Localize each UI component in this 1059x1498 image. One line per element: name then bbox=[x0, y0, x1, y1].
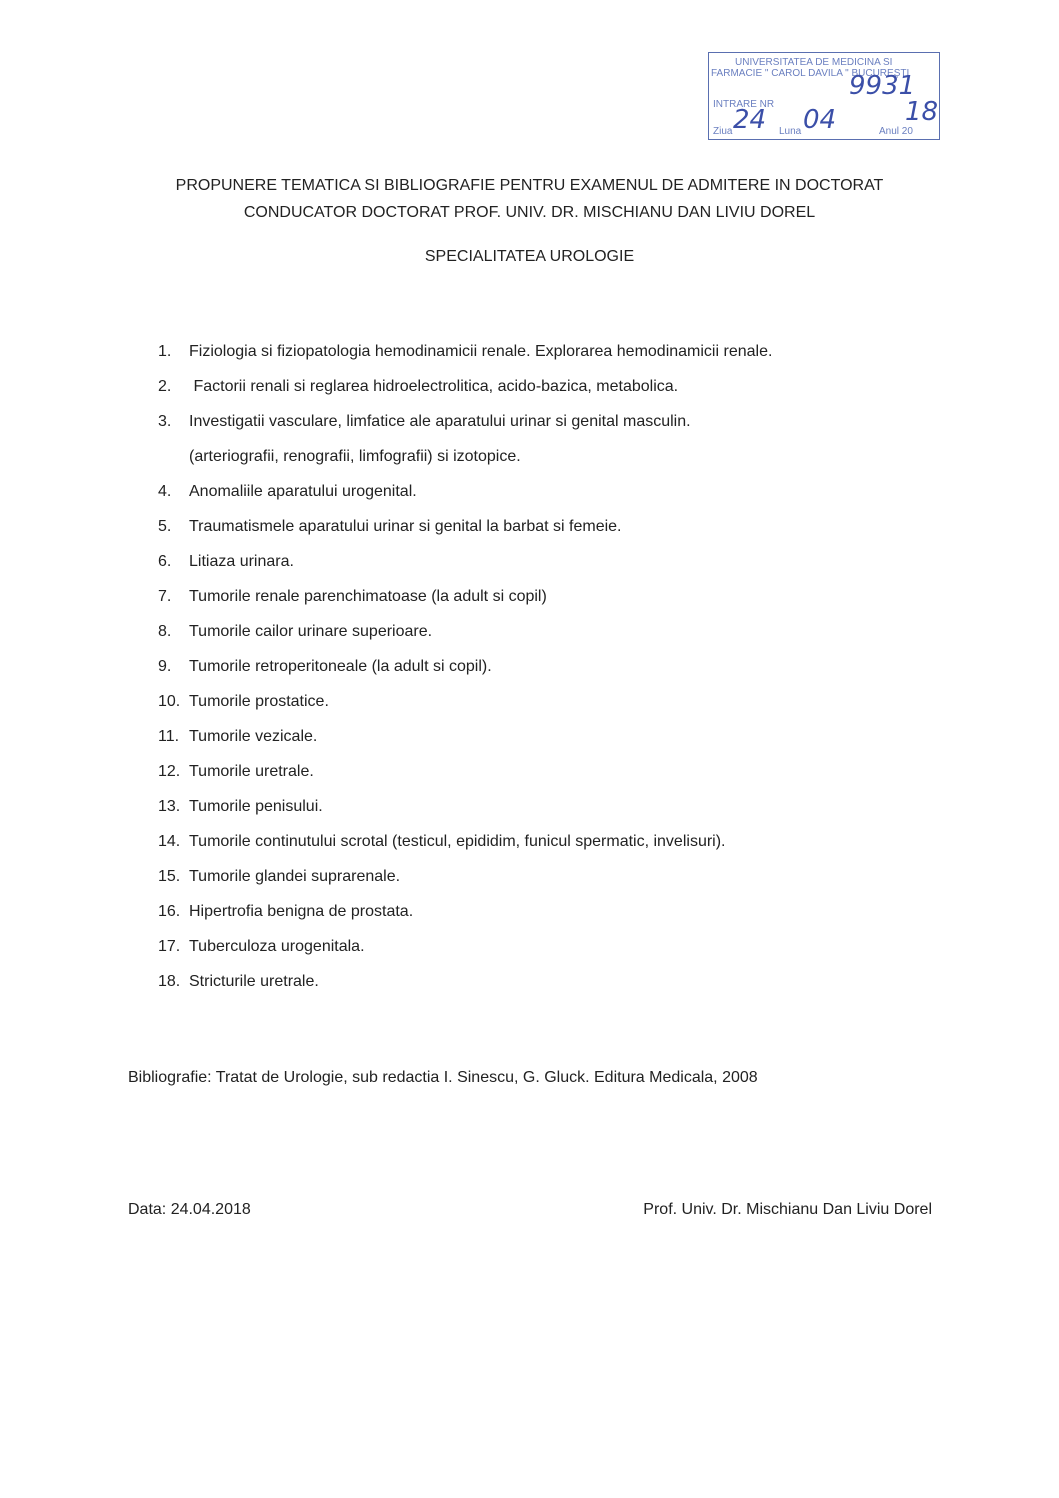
item-text: Hipertrofia benigna de prostata. bbox=[189, 903, 414, 920]
item-text: Tuberculoza urogenitala. bbox=[189, 938, 365, 955]
stamp-day: 24 bbox=[733, 105, 767, 135]
topic-list bbox=[158, 343, 772, 1008]
list-item bbox=[158, 903, 772, 938]
item-text: Fiziologia si fiziopatologia hemodinamicii renale. Explorarea hemodinamicii renale. bbox=[189, 343, 773, 360]
item-number: 9. bbox=[158, 658, 172, 675]
item-number: 18. bbox=[158, 973, 181, 990]
item-text: Tumorile penisului. bbox=[189, 798, 323, 815]
item-text: Stricturile uretrale. bbox=[189, 973, 319, 990]
item-text: Anomaliile aparatului urogenital. bbox=[189, 483, 417, 500]
stamp-anul: Anul 20 bbox=[879, 126, 913, 137]
item-text: (arteriografii, renografii, limfografii) si izotopice. bbox=[189, 448, 521, 465]
list-item bbox=[158, 588, 772, 623]
specialty: SPECIALITATEA UROLOGIE bbox=[424, 248, 635, 265]
list-item bbox=[158, 518, 772, 553]
item-number: 10. bbox=[158, 693, 181, 710]
list-item bbox=[158, 378, 772, 413]
list-item bbox=[158, 483, 772, 518]
list-item bbox=[158, 973, 772, 1008]
list-item bbox=[158, 658, 772, 693]
title-line1: PROPUNERE TEMATICA SI BIBLIOGRAFIE PENTRU EXAMENUL DE ADMITERE IN DOCTORAT bbox=[175, 177, 884, 194]
item-text: Tumorile uretrale. bbox=[189, 763, 314, 780]
item-text: Tumorile continutului scrotal (testicul, epididim, funicul spermatic, invelisuri). bbox=[189, 833, 726, 850]
item-text: Factorii renali si reglarea hidroelectrolitica, acido-bazica, metabolica. bbox=[189, 378, 679, 395]
item-text: Tumorile renale parenchimatoase (la adult si copil) bbox=[189, 588, 547, 605]
item-number: 16. bbox=[158, 903, 181, 920]
item-number: 13. bbox=[158, 798, 181, 815]
list-item bbox=[158, 938, 772, 973]
item-text: Traumatismele aparatului urinar si genital la barbat si femeie. bbox=[189, 518, 622, 535]
item-number: 5. bbox=[158, 518, 172, 535]
list-item bbox=[158, 833, 772, 868]
list-item bbox=[158, 343, 772, 378]
stamp-number: 9931 bbox=[849, 71, 916, 101]
item-number: 11. bbox=[158, 728, 180, 745]
date: Data: 24.04.2018 bbox=[128, 1201, 251, 1218]
list-item bbox=[158, 728, 772, 763]
item-number: 7. bbox=[158, 588, 172, 605]
list-item bbox=[158, 798, 772, 833]
item-text: Investigatii vasculare, limfatice ale aparatului urinar si genital masculin. bbox=[189, 413, 691, 430]
item-text: Litiaza urinara. bbox=[189, 553, 294, 570]
list-item bbox=[158, 553, 772, 588]
list-item bbox=[158, 868, 772, 903]
list-item bbox=[158, 448, 772, 483]
list-item bbox=[158, 623, 772, 658]
bibliography: Bibliografie: Tratat de Urologie, sub redactia I. Sinescu, G. Gluck. Editura Medicala, 2008 bbox=[128, 1069, 758, 1086]
stamp-line2: FARMACIE " CAROL DAVILA " BUCUREȘTI bbox=[711, 68, 910, 79]
item-number bbox=[158, 448, 189, 483]
title-line2: CONDUCATOR DOCTORAT PROF. UNIV. DR. MISCHIANU DAN LIVIU DOREL bbox=[243, 204, 816, 221]
item-number: 1. bbox=[158, 343, 172, 360]
stamp-luna: Luna bbox=[779, 126, 802, 137]
item-text: Tumorile glandei suprarenale. bbox=[189, 868, 401, 885]
item-number: 4. bbox=[158, 483, 172, 500]
registration-stamp bbox=[708, 52, 940, 140]
item-number: 6. bbox=[158, 553, 172, 570]
item-number: 12. bbox=[158, 763, 181, 780]
item-text: Tumorile vezicale. bbox=[189, 728, 318, 745]
stamp-month: 04 bbox=[803, 105, 837, 135]
item-number: 8. bbox=[158, 623, 172, 640]
item-text: Tumorile retroperitoneale (la adult si copil). bbox=[189, 658, 492, 675]
list-item bbox=[158, 413, 772, 448]
item-number: 14. bbox=[158, 833, 181, 850]
stamp-ziua: Ziua bbox=[713, 126, 733, 137]
item-text: Tumorile cailor urinare superioare. bbox=[189, 623, 433, 640]
item-number: 17. bbox=[158, 938, 181, 955]
signature-name: Prof. Univ. Dr. Mischianu Dan Liviu Dorel bbox=[643, 1201, 932, 1218]
item-number: 2. bbox=[158, 378, 172, 395]
stamp-year: 18 bbox=[905, 97, 939, 127]
item-number: 15. bbox=[158, 868, 181, 885]
item-number: 3. bbox=[158, 413, 172, 430]
list-item bbox=[158, 693, 772, 728]
stamp-line1: UNIVERSITATEA DE MEDICINA SI bbox=[735, 57, 893, 68]
item-text: Tumorile prostatice. bbox=[189, 693, 329, 710]
stamp-intrare: INTRARE NR bbox=[713, 99, 775, 110]
list-item bbox=[158, 763, 772, 798]
